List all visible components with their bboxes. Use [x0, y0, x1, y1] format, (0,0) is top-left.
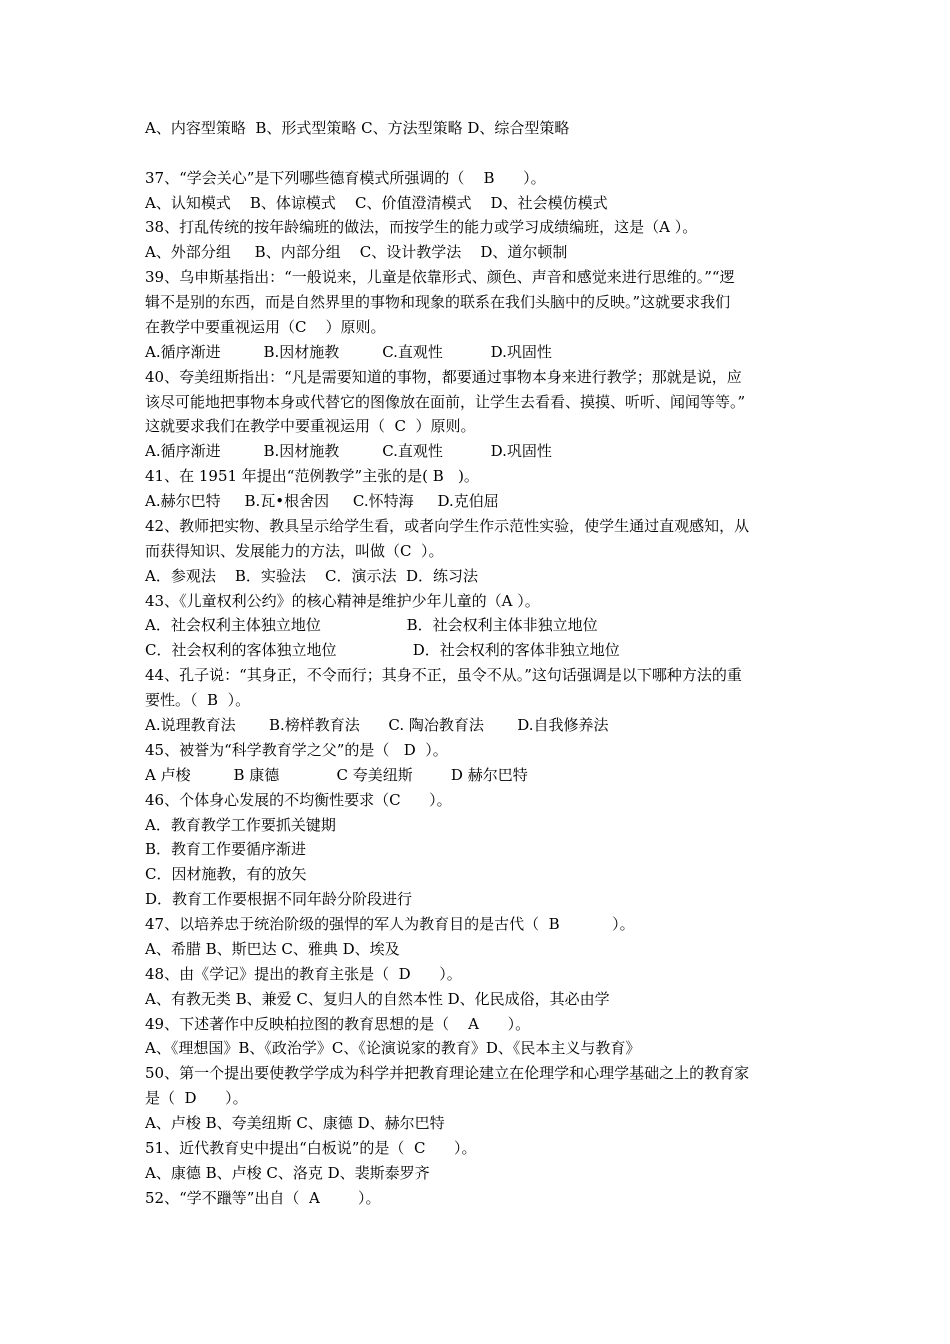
text-line: C．社会权利的客体独立地位 D．社会权利的客体非独立地位 — [145, 641, 620, 659]
text-line: C．因材施教，有的放矢 — [145, 865, 307, 883]
text-line: B．教育工作要循序渐进 — [145, 840, 307, 858]
text-line: 辑不是别的东西，而是自然界里的事物和现象的联系在我们头脑中的反映。”这就要求我们 — [145, 293, 731, 311]
text-line: A．教育教学工作要抓关键期 — [145, 816, 336, 834]
text-line: 38、打乱传统的按年龄编班的做法，而按学生的能力或学习成绩编班，这是（A ）。 — [145, 218, 698, 236]
text-line: 39、乌申斯基指出：“一般说来，儿童是依靠形式、颜色、声音和感觉来进行思维的。”“逻 — [145, 268, 735, 286]
text-line: 42、教师把实物、教具呈示给学生看，或者向学生作示范性实验，使学生通过直观感知，从 — [145, 517, 750, 535]
text-line: 在教学中要重视运用（C ）原则。 — [145, 318, 386, 336]
text-line: A、希腊 B、斯巴达 C、雅典 D、埃及 — [145, 940, 400, 958]
text-line: A.说理教育法 B.榜样教育法 C. 陶冶教育法 D.自我修养法 — [145, 716, 609, 734]
text-line: 45、被誉为“科学教育学之父”的是（ D ）。 — [145, 741, 448, 759]
text-line: 该尽可能地把事物本身或代替它的图像放在面前，让学生去看看、摸摸、听听、闻闻等等。” — [145, 393, 746, 411]
text-line: 43、《儿童权利公约》的核心精神是维护少年儿童的（A ）。 — [145, 592, 540, 610]
text-line: 46、个体身心发展的不均衡性要求（C ）。 — [145, 791, 452, 809]
text-line: 这就要求我们在教学中要重视运用（ C ）原则。 — [145, 417, 476, 435]
text-line: 48、由《学记》提出的教育主张是（ D ）。 — [145, 965, 462, 983]
text-line: A.赫尔巴特 B.瓦•根舍因 C.怀特海 D.克伯屈 — [145, 492, 499, 510]
text-line: 而获得知识、发展能力的方法，叫做（C ）。 — [145, 542, 444, 560]
text-line: A.循序渐进 B.因材施教 C.直观性 D.巩固性 — [145, 343, 552, 361]
text-line: 37、“学会关心”是下列哪些德育模式所强调的（ B ）。 — [145, 169, 546, 187]
text-line: 40、夸美纽斯指出：“凡是需要知道的事物，都要通过事物本身来进行教学；那就是说，应 — [145, 368, 742, 386]
text-line: 是（ D ）。 — [145, 1089, 248, 1107]
text-line: A．社会权利主体独立地位 B．社会权利主体非独立地位 — [145, 616, 598, 634]
text-line: D．教育工作要根据不同年龄分阶段进行 — [145, 890, 413, 908]
text-line: A、有教无类 B、兼爱 C、复归人的自然本性 D、化民成俗，其必由学 — [145, 990, 610, 1008]
text-line: A、康德 B、卢梭 C、洛克 D、裴斯泰罗齐 — [145, 1164, 430, 1182]
text-line: 52、“学不躐等”出自（ A ）。 — [145, 1189, 381, 1207]
text-line: A、外部分组 B、内部分组 C、设计教学法 D、道尔顿制 — [145, 243, 568, 261]
text-line: A、内容型策略 B、形式型策略 C、方法型策略 D、综合型策略 — [145, 119, 570, 137]
text-line: 47、以培养忠于统治阶级的强悍的军人为教育目的是古代（ B ）。 — [145, 915, 635, 933]
text-line: A 卢梭 B 康德 C 夸美纽斯 D 赫尔巴特 — [145, 766, 528, 784]
text-line: A、卢梭 B、夸美纽斯 C、康德 D、赫尔巴特 — [145, 1114, 445, 1132]
text-line: A.循序渐进 B.因材施教 C.直观性 D.巩固性 — [145, 442, 552, 460]
text-line: 41、在 1951 年提出“范例教学”主张的是( B )。 — [145, 467, 479, 485]
text-line: A、《理想国》B、《政治学》C、《论演说家的教育》D、《民本主义与教育》 — [145, 1039, 641, 1057]
text-line: 44、孔子说：“其身正，不令而行；其身不正，虽令不从。”这句话强调是以下哪种方法的重 — [145, 666, 742, 684]
text-line: A．参观法 B．实验法 C．演示法 D．练习法 — [145, 567, 479, 585]
text-line: 要性。（ B ）。 — [145, 691, 251, 709]
text-line: 49、下述著作中反映柏拉图的教育思想的是（ A ）。 — [145, 1015, 531, 1033]
text-line: 51、近代教育史中提出“白板说”的是（ C ）。 — [145, 1139, 477, 1157]
text-line: 50、第一个提出要使教学学成为科学并把教育理论建立在伦理学和心理学基础之上的教育家 — [145, 1064, 750, 1082]
text-line: A、认知模式 B、体谅模式 C、价值澄清模式 D、社会模仿模式 — [145, 194, 608, 212]
